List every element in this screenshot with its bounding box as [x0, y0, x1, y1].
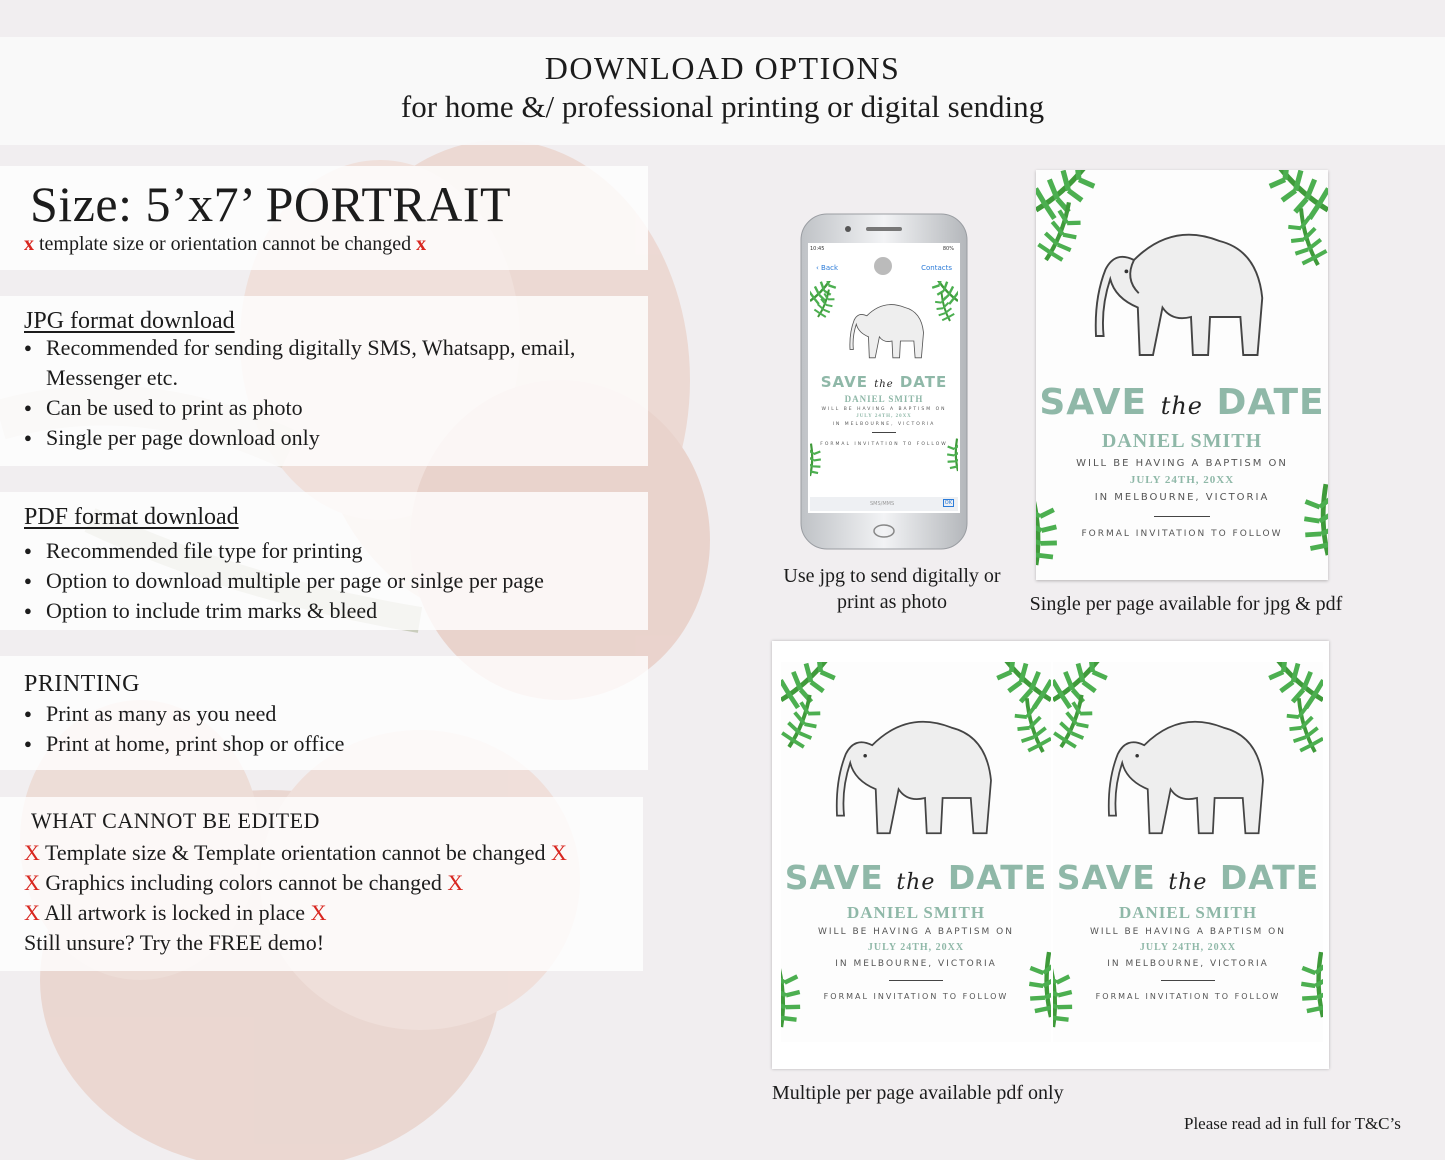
phone-nav-bar — [810, 257, 958, 279]
header — [0, 37, 1445, 145]
cannot-edit-heading: WHAT CANNOT BE EDITED — [31, 808, 320, 833]
pdf-list — [22, 536, 544, 626]
printing-heading: PRINTING — [24, 671, 140, 697]
elephant-illustration — [850, 305, 924, 358]
cannot-edit-panel — [0, 797, 643, 971]
phone-mockup — [800, 213, 968, 550]
jpg-heading: JPG format download — [24, 308, 235, 334]
edit-line: X All artwork is locked in place X — [24, 900, 327, 925]
size-note-text: template size or orientation cannot be changed — [39, 233, 412, 255]
x-mark-icon: X — [24, 900, 40, 925]
leaf-decoration — [1036, 170, 1328, 580]
list-item: ● Print as many as you need — [22, 699, 344, 729]
page-title: DOWNLOAD OPTIONS — [544, 50, 901, 86]
list-item: ● Can be used to print as photo — [22, 393, 575, 423]
phone-message-bar — [810, 497, 958, 511]
elephant-illustration — [1109, 722, 1263, 833]
edit-line: X Template size & Template orientation cannot be changed X — [24, 840, 567, 865]
status-time: 10:45 — [810, 246, 825, 252]
pdf-panel — [0, 492, 648, 630]
x-mark-icon: X — [551, 840, 567, 865]
demo-line: Still unsure? Try the FREE demo! — [24, 930, 325, 955]
multiple-per-page-sheet — [772, 641, 1329, 1069]
printing-panel — [0, 656, 648, 770]
flower-background — [0, 120, 760, 1160]
x-mark-icon: X — [310, 900, 327, 925]
list-item: ● Print at home, print shop or office — [22, 729, 344, 759]
x-mark-icon: x — [24, 233, 34, 255]
jpg-panel — [0, 296, 648, 466]
elephant-illustration — [837, 722, 991, 833]
x-mark-icon: x — [416, 233, 427, 255]
terms-note: Please read ad in full for T&C’s — [1184, 1114, 1401, 1133]
x-mark-icon: X — [24, 840, 40, 865]
x-mark-icon: X — [24, 870, 40, 895]
list-item: ● Option to download multiple per page or sinlge per page — [22, 566, 544, 596]
leaf-decoration — [781, 662, 1051, 1042]
contact-avatar-icon — [874, 257, 892, 275]
size-title: Size: 5’x7’ PORTRAIT — [30, 176, 512, 232]
size-note — [24, 233, 426, 256]
sheet-invitation-left: SAVE the DATE DANIEL SMITH WILL BE HAVING A BAPTISM ON JULY 24TH, 20XX IN MELBOURNE, VICTORIA FORMAL INVITATION TO FOLLOW — [781, 662, 1051, 1042]
phone-invitation: SAVE the DATE DANIEL SMITH WILL BE HAVING A BAPTISM ON JULY 24TH, 20XX IN MELBOURNE, VICTORIA FORMAL INVITATION TO FOLLOW — [810, 281, 958, 495]
leaf-decoration — [1053, 662, 1323, 1042]
list-item: ● Single per page download only — [22, 423, 575, 453]
phone-caption: Use jpg to send digitally or print as photo — [783, 565, 1001, 613]
phone-status-bar — [810, 246, 958, 252]
send-button[interactable]: OK — [944, 500, 952, 506]
x-mark-icon: X — [447, 870, 464, 895]
status-battery: 80% — [942, 246, 954, 252]
elephant-illustration — [1096, 235, 1263, 355]
list-item: ● Recommended for sending digitally SMS, Whatsapp, email, Messenger etc. — [22, 333, 575, 393]
page-subtitle: for home &/ professional printing or digital sending — [400, 89, 1045, 124]
jpg-list — [22, 333, 575, 453]
pdf-heading: PDF format download — [24, 504, 239, 530]
multiple-caption: Multiple per page available pdf only — [772, 1082, 1064, 1104]
single-caption: Single per page available for jpg & pdf — [1029, 593, 1343, 615]
message-input[interactable]: SMS/MMS — [870, 501, 895, 507]
back-button[interactable]: ‹ Back — [816, 264, 839, 272]
list-item: ● Option to include trim marks & bleed — [22, 596, 544, 626]
single-invitation-card: SAVE the DATE DANIEL SMITH WILL BE HAVING A BAPTISM ON JULY 24TH, 20XX IN MELBOURNE, VICTORIA FORMAL INVITATION TO FOLLOW — [1036, 170, 1328, 580]
printing-list — [22, 699, 344, 759]
edit-line: X Graphics including colors cannot be changed X — [24, 870, 464, 895]
size-panel — [0, 166, 648, 270]
contacts-button[interactable]: Contacts — [921, 264, 952, 272]
list-item: ● Recommended file type for printing — [22, 536, 544, 566]
sheet-invitation-right: SAVE the DATE DANIEL SMITH WILL BE HAVING A BAPTISM ON JULY 24TH, 20XX IN MELBOURNE, VICTORIA FORMAL INVITATION TO FOLLOW — [1053, 662, 1323, 1042]
